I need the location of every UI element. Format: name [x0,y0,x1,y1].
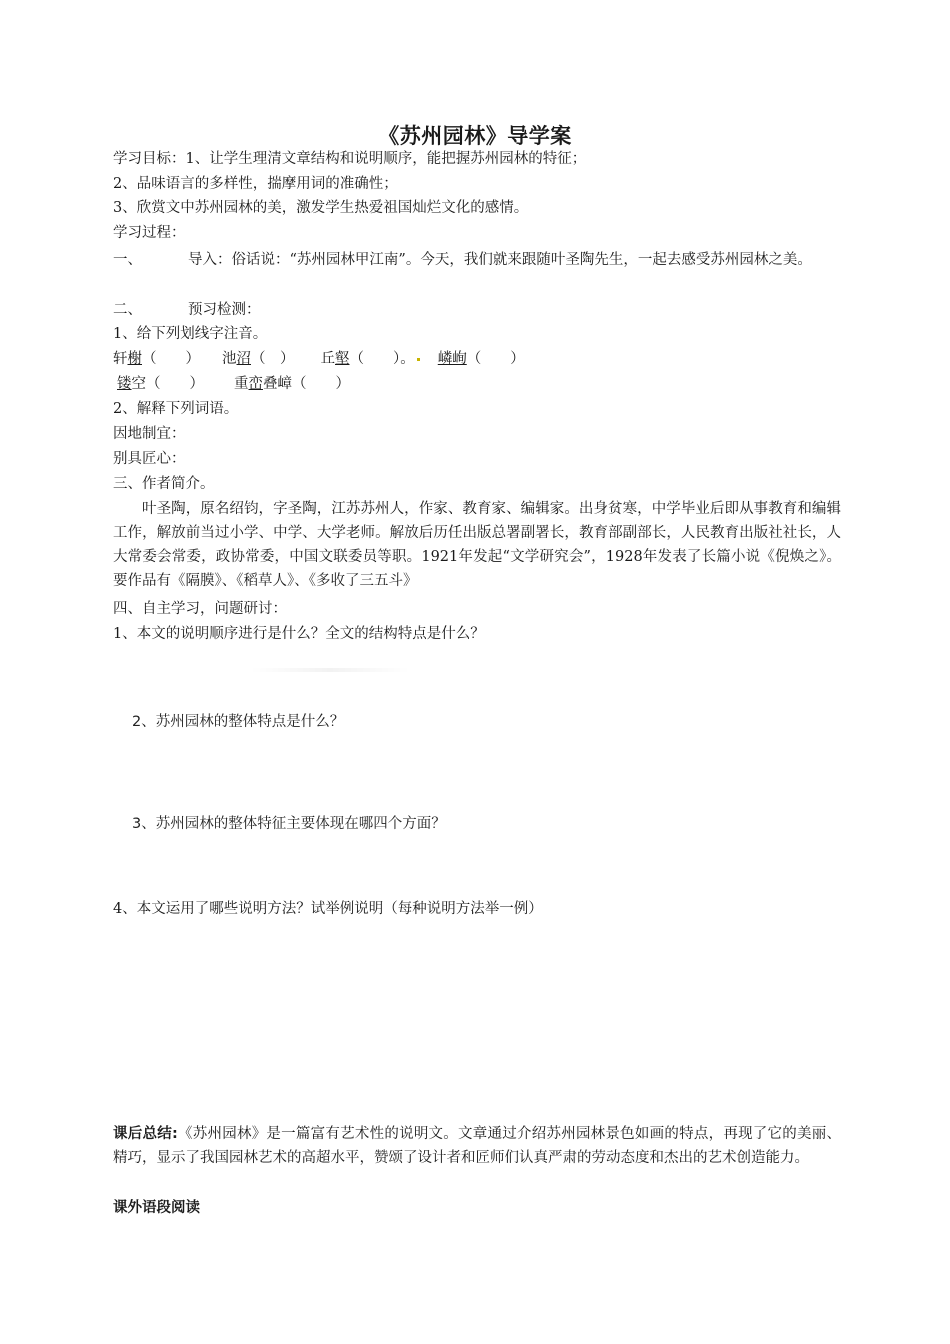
study-question-3: 3、苏州园林的整体特征主要体现在哪四个方面？ [132,816,446,832]
pinyin-row-2 [117,372,845,396]
preview-label: 预习检测： [188,302,261,318]
term-yindizhiyi: 因地制宜： [113,426,186,442]
objective-2: 2、品味语言的多样性，揣摩用词的准确性； [113,176,398,192]
objective-1: 学习目标：1、让学生理清文章结构和说明顺序，能把握苏州园林的特征； [113,151,587,167]
scan-artifact [250,668,410,672]
study-question-2: 2、苏州园林的整体特点是什么？ [132,714,345,730]
preview-number: 二、 [113,302,142,318]
page-title: 《苏州园林》导学案 [378,124,572,148]
word-chongluan: 重峦叠嶂（ ） [234,376,350,392]
preview-question-1: 1、给下列划线字注音。 [113,326,268,342]
summary-section [113,1122,841,1170]
summary-label: 课后总结: [113,1126,178,1142]
study-heading: 四、自主学习，问题研讨： [113,601,287,617]
intro-section [113,248,841,272]
intro-number: 一、 [113,252,142,268]
study-question-4: 4、本文运用了哪些说明方法？试举例说明（每种说明方法举一例） [113,901,543,917]
pinyin-row-1 [113,347,841,371]
word-xuanxie: 轩榭（ ） [113,351,200,367]
word-chizhao: 池沼（ ） [222,351,295,367]
summary-text: 《苏州园林》是一篇富有艺术性的说明文。文章通过介绍苏州园林景色如画的特点，再现了它的美丽、精巧，显示了我国园林艺术的高超水平，赞颂了设计者和匠师们认真严肃的劳动态度和杰出的艺术创造能力。 [113,1126,841,1166]
study-question-1: 1、本文的说明顺序进行是什么？全文的结构特点是什么？ [113,626,485,642]
word-loukong: 镂空（ ） [117,376,204,392]
author-bio: 叶圣陶，原名绍钧，字圣陶，江苏苏州人，作家、教育家、编辑家。出身贫寒，中学毕业后即从事教育和编辑工作，解放前当过小学、中学、大学老师。解放后历任出版总署副署长，教育部副部长，人民教育出版社社长，人大常委会常委，政协常委，中国文联委员等职。1921年发起“文学研究会”，1928年发表了长篇小说《倪焕之》。要作品有《隔膜》、《稻草人》、《多收了三五斗》 [113,501,841,589]
term-biejujiangxin: 别具匠心： [113,451,186,467]
reading-heading: 课外语段阅读 [113,1200,200,1216]
preview-heading [113,298,841,322]
author-heading: 三、作者简介。 [113,476,215,492]
intro-text: 导入：俗话说：“苏州园林甲江南”。今天，我们就来跟随叶圣陶先生，一起去感受苏州园林之美。 [188,252,812,268]
preview-question-2: 2、解释下列词语。 [113,401,239,417]
objective-3: 3、欣赏文中苏州园林的美，激发学生热爱祖国灿烂文化的感情。 [113,200,529,216]
process-heading: 学习过程： [113,225,186,241]
word-linxun: 嶙峋（ ） [437,351,525,367]
word-qiuhe: 丘壑（ ）。 [320,351,415,367]
highlight-dot [417,358,420,361]
